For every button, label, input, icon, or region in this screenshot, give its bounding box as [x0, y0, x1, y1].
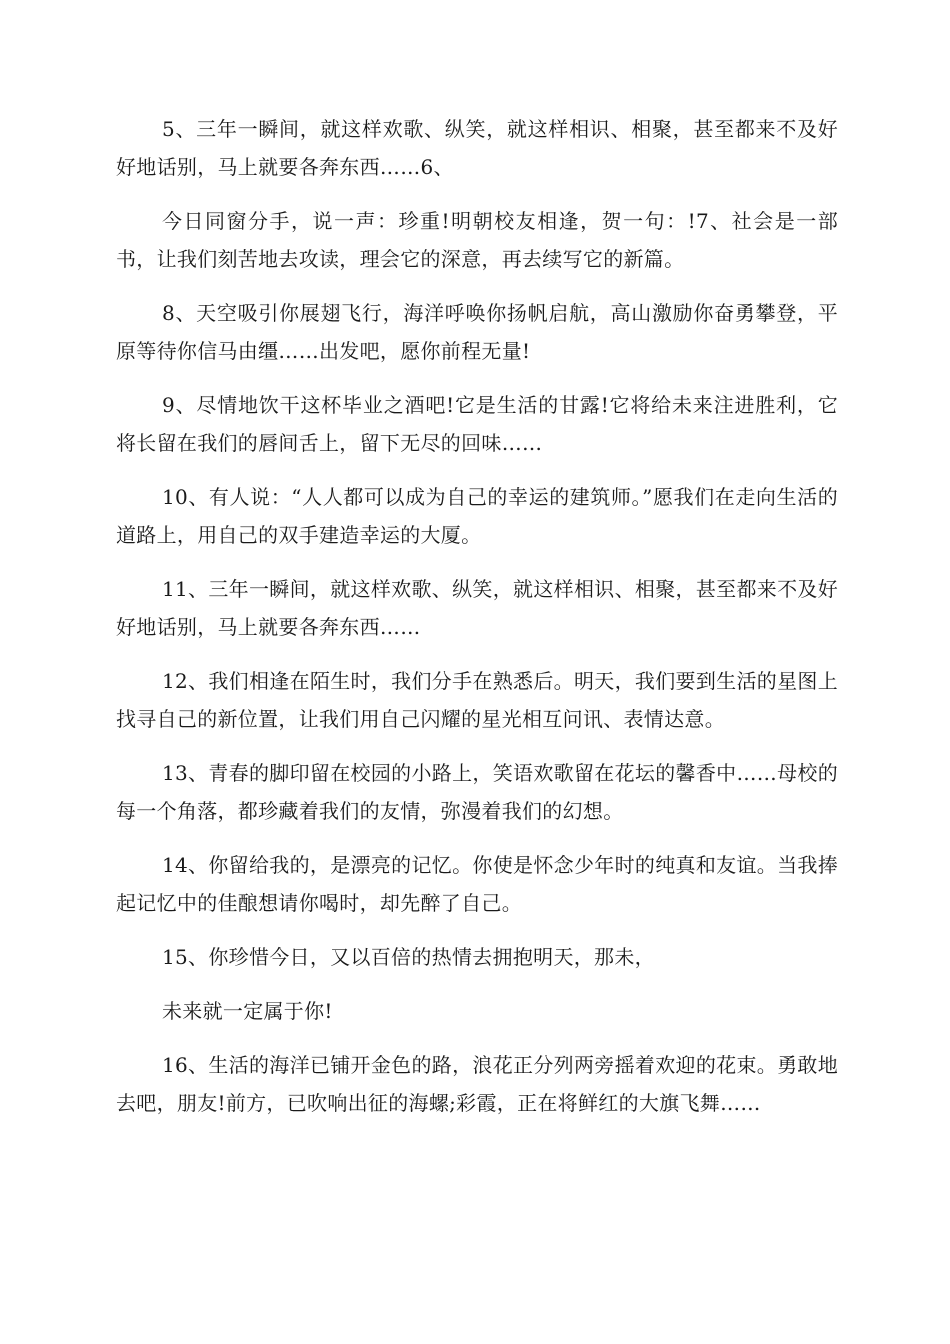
paragraph-14: 14、你留给我的，是漂亮的记忆。你使是怀念少年时的纯真和友谊。当我捧起记忆中的佳酿想请你喝时，却先醉了自己。 — [116, 853, 838, 915]
paragraph-8: 8、天空吸引你展翅飞行，海洋呼唤你扬帆启航，高山激励你奋勇攀登，平原等待你信马由缰……出发吧，愿你前程无量! — [116, 301, 838, 363]
paragraph-5: 5、三年一瞬间，就这样欢歌、纵笑，就这样相识、相聚，甚至都来不及好好地话别，马上就要各奔东西……6、 — [116, 117, 838, 179]
paragraph-16: 16、生活的海洋已铺开金色的路，浪花正分列两旁摇着欢迎的花束。勇敢地去吧，朋友!前方，已吹响出征的海螺;彩霞，正在将鲜红的大旗飞舞…… — [116, 1053, 838, 1115]
paragraph-15-continued: 未来就一定属于你! — [162, 999, 333, 1023]
document-body — [116, 110, 838, 1138]
paragraph-9: 9、尽情地饮干这杯毕业之酒吧!它是生活的甘露!它将给未来注进胜利，它将长留在我们的唇间舌上，留下无尽的回味…… — [116, 393, 838, 455]
paragraph-13: 13、青春的脚印留在校园的小路上，笑语欢歌留在花坛的馨香中……母校的每一个角落，都珍藏着我们的友情，弥漫着我们的幻想。 — [116, 761, 838, 823]
paragraph-15: 15、你珍惜今日，又以百倍的热情去拥抱明天，那未， — [162, 945, 655, 969]
paragraph-6-7: 今日同窗分手，说一声：珍重!明朝校友相逢，贺一句：!7、社会是一部书，让我们刻苦地去攻读，理会它的深意，再去续写它的新篇。 — [116, 209, 838, 271]
paragraph-11: 11、三年一瞬间，就这样欢歌、纵笑，就这样相识、相聚，甚至都来不及好好地话别，马上就要各奔东西…… — [116, 577, 838, 639]
paragraph-10: 10、有人说：“人人都可以成为自己的幸运的建筑师。”愿我们在走向生活的道路上，用自己的双手建造幸运的大厦。 — [116, 485, 838, 547]
paragraph-12: 12、我们相逢在陌生时，我们分手在熟悉后。明天，我们要到生活的星图上找寻自己的新位置，让我们用自己闪耀的星光相互问讯、表情达意。 — [116, 669, 838, 731]
